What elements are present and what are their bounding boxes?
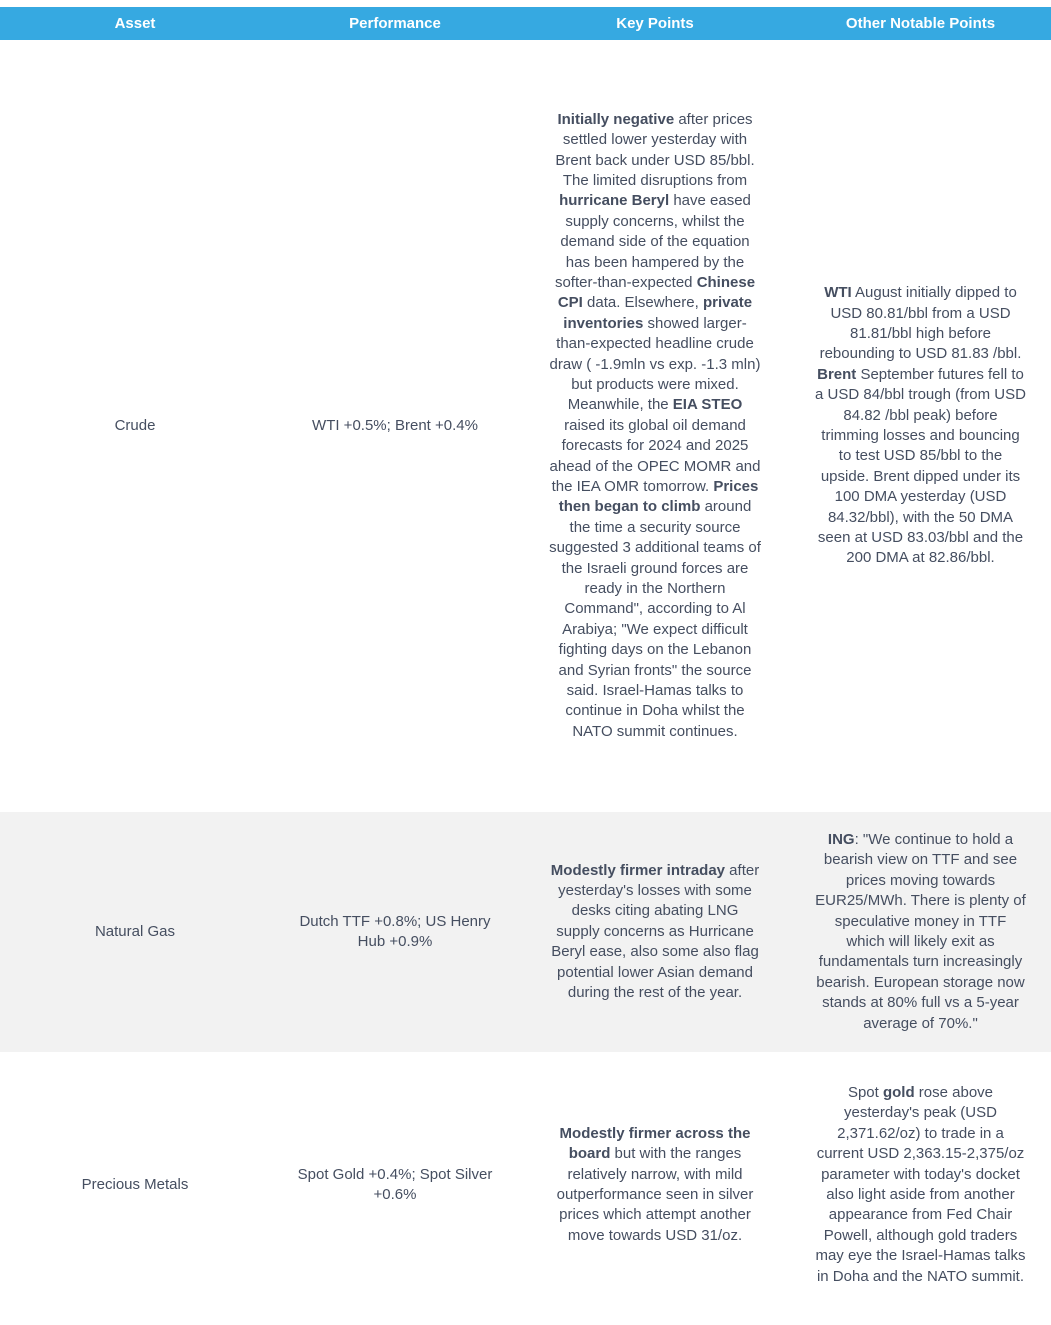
other-points-text: WTI August initially dipped to USD 80.81/bbl from a USD 81.81/bbl high before rebounding to USD 81.83 /bbl. Brent September futures fell to a USD 84/bbl trough (from USD 84.82 /bbl peak) before trimming losses and bouncing to test USD 85/bbl to the upside. Brent dipped under its 100 DMA yesterday (USD 84.32/bbl), with the 50 DMA seen at USD 83.03/bbl and the 200 DMA at 82.86/bbl. (815, 284, 1026, 567)
performance-cell-crude (270, 40, 520, 812)
key-points-cell-crude (520, 40, 790, 812)
key-points-cell-natural-gas (520, 812, 790, 1052)
market-summary-table (0, 7, 1051, 1318)
other-points-cell-natural-gas (790, 812, 1051, 1052)
column-header-other-notable-points: Other Notable Points (790, 7, 1051, 40)
other-points-cell-precious-metals (790, 1052, 1051, 1318)
table-row-natural-gas (0, 812, 1051, 1052)
key-points-text: Initially negative after prices settled lower yesterday with Brent back under USD 85/bbl. The limited disruptions from hurricane Beryl have eased supply concerns, whilst the demand side of the equation has been hampered by the softer-than-expected Chinese CPI data. Elsewhere, private inventories showed larger-than-expected headline crude draw ( -1.9mln vs exp. -1.3 mln) but products were mixed. Meanwhile, the EIA STEO raised its global oil demand forecasts for 2024 and 2025 ahead of the OPEC MOMR and the IEA OMR tomorrow. Prices then began to climb around the time a security source suggested 3 additional teams of the Israeli ground forces are ready in the Northern Command", according to Al Arabiya; "We expect difficult fighting days on the Lebanon and Syrian fronts" the source said. Israel-Hamas talks to continue in Doha whilst the NATO summit continues. (549, 110, 761, 740)
table-row-precious-metals (0, 1052, 1051, 1318)
key-points-text: Modestly firmer intraday after yesterday's losses with some desks citing abating LNG supply concerns as Hurricane Beryl ease, also some also flag potential lower Asian demand during the rest of the year. (550, 861, 760, 1002)
table-row-crude (0, 40, 1051, 812)
key-points-cell-precious-metals (520, 1052, 790, 1318)
asset-label: Precious Metals (81, 1175, 189, 1193)
asset-label: Natural Gas (94, 922, 176, 940)
performance-text: Spot Gold +0.4%; Spot Silver +0.6% (297, 1165, 493, 1203)
performance-cell-precious-metals (270, 1052, 520, 1318)
performance-text: Dutch TTF +0.8%; US Henry Hub +0.9% (299, 912, 491, 950)
performance-cell-natural-gas (270, 812, 520, 1052)
performance-text: WTI +0.5%; Brent +0.4% (312, 416, 478, 434)
asset-cell-crude (0, 40, 270, 812)
other-points-text: Spot gold rose above yesterday's peak (USD 2,371.62/oz) to trade in a current USD 2,363.15-2,375/oz parameter with today's docket also light aside from another appearance from Fed Chair Powell, although gold traders may eye the Israel-Hamas talks in Doha and the NATO summit. (815, 1083, 1026, 1285)
table-header-row (0, 7, 1051, 40)
asset-label: Crude (114, 416, 156, 434)
asset-cell-natural-gas (0, 812, 270, 1052)
asset-cell-precious-metals (0, 1052, 270, 1318)
column-header-performance: Performance (270, 7, 520, 40)
column-header-asset: Asset (0, 7, 270, 40)
other-points-text: ING: "We continue to hold a bearish view on TTF and see prices moving towards EUR25/MWh. There is plenty of speculative money in TTF which will likely exit as fundamentals turn increasingly bearish. European storage now stands at 80% full vs a 5-year average of 70%." (815, 830, 1026, 1032)
key-points-text: Modestly firmer across the board but with the ranges relatively narrow, with mild outperformance seen in silver prices which attempt another move towards USD 31/oz. (556, 1124, 754, 1244)
column-header-key-points: Key Points (520, 7, 790, 40)
other-points-cell-crude (790, 40, 1051, 812)
